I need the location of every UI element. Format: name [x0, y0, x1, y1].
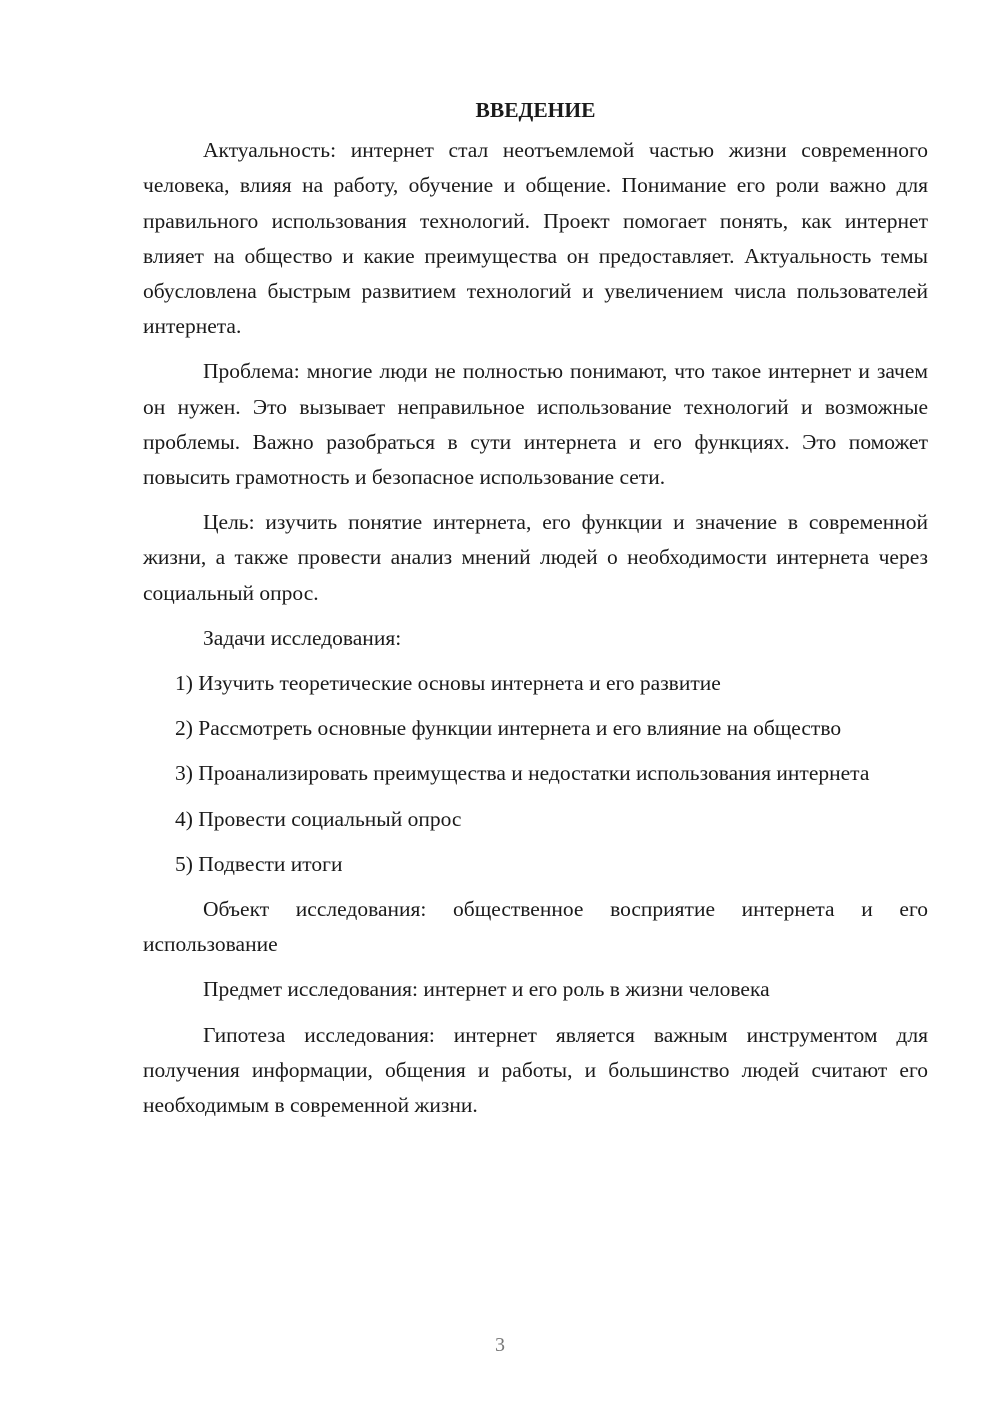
paragraph-problem: Проблема: многие люди не полностью понимают, что такое интернет и зачем он нужен. Это вызывает неправильное использование технологий и возможные проблемы. Важно разобраться в сути интернета и его функциях. Это поможет повысить грамотность и безопасное использование сети. — [143, 359, 928, 490]
page-title: ВВЕДЕНИЕ — [475, 98, 596, 122]
task-item: 2) Рассмотреть основные функции интернета и его влияние на общество — [175, 716, 842, 741]
paragraph-object: Объект исследования: общественное восприятие интернета и его использование — [143, 897, 928, 957]
task-item: 1) Изучить теоретические основы интернета и его развитие — [175, 671, 721, 696]
task-item: 4) Провести социальный опрос — [175, 806, 462, 831]
task-item: 3) Проанализировать преимущества и недостатки использования интернета — [175, 761, 870, 786]
tasks-heading: Задачи исследования: — [203, 625, 402, 650]
page-number: 3 — [495, 1334, 505, 1356]
paragraph-goal: Цель: изучить понятие интернета, его функции и значение в современной жизни, а также провести анализ мнений людей о необходимости интернета через социальный опрос. — [143, 510, 928, 605]
paragraph-relevance: Актуальность: интернет стал неотъемлемой частью жизни современного человека, влияя на работу, обучение и общение. Понимание его роли важно для правильного использования технологий. Проект помогает понять, как интернет влияет на общество и какие преимущества он предоставляет. Актуальность темы обусловлена быстрым развитием технологий и увеличением числа пользователей интернета. — [143, 138, 928, 339]
page-content — [143, 93, 928, 1133]
paragraph-hypothesis: Гипотеза исследования: интернет является важным инструментом для получения информации, общения и работы, и большинство людей считают его необходимым в современной жизни. — [143, 1022, 928, 1118]
paragraph-subject: Предмет исследования: интернет и его роль в жизни человека — [203, 977, 770, 1002]
task-item: 5) Подвести итоги — [175, 851, 343, 876]
